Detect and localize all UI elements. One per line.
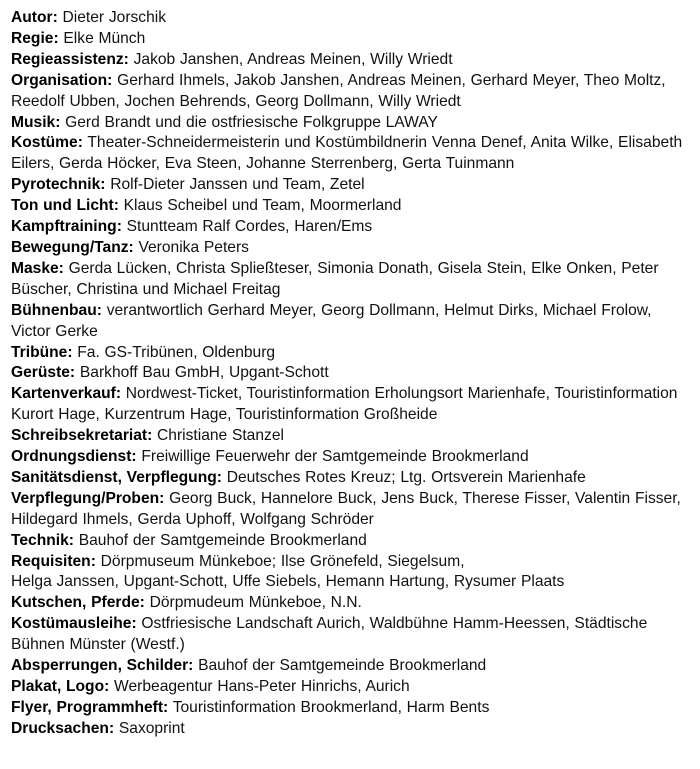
credit-names: Bauhof der Samtgemeinde Brookmerland: [198, 657, 487, 675]
credit-entry: [11, 301, 694, 343]
credit-entry: [11, 468, 694, 489]
credit-entry: [11, 447, 694, 468]
credit-entry: [11, 50, 694, 71]
credit-role: Bewegung/Tanz:: [11, 238, 134, 256]
credit-entry: [11, 698, 694, 719]
credit-entry: [11, 196, 694, 217]
credit-names: Theater-Schneidermeisterin und Kostümbildnerin Venna Denef, Anita Wilke, Elisabeth Eilers, Gerda Höcker, Eva Steen, Johanne Sterrenberg, Gerta Tuinmann: [11, 134, 683, 173]
credit-entry: [11, 217, 694, 238]
credit-names: Saxoprint: [118, 719, 185, 737]
credit-names: Jakob Janshen, Andreas Meinen, Willy Wriedt: [133, 50, 453, 68]
credit-role: Plakat, Logo:: [11, 678, 110, 695]
credit-role: Bühnenbau:: [11, 301, 102, 319]
credit-names: Klaus Scheibel und Team, Moormerland: [123, 197, 402, 215]
credit-role: Ton und Licht:: [11, 197, 119, 215]
credit-names: Rolf-Dieter Janssen und Team, Zetel: [110, 176, 365, 194]
credit-role: Flyer, Programmheft:: [11, 698, 169, 716]
credit-entry: [11, 677, 694, 698]
credit-names: Elke Münch: [63, 29, 146, 47]
credit-names: Dieter Jorschik: [62, 9, 167, 26]
credit-entry: [11, 71, 694, 113]
credit-names: Georg Buck, Hannelore Buck, Jens Buck, Therese Fisser, Valentin Fisser, Hildegard Ihmels, Gerda Uphoff, Wolfgang Schröder: [11, 489, 681, 528]
credit-entry: [11, 133, 694, 175]
credit-role: Verpflegung/Proben:: [11, 489, 165, 507]
credit-names: Freiwillige Feuerwehr der Samtgemeinde Brookmerland: [141, 448, 529, 466]
credit-names: Ostfriesische Landschaft Aurich, Waldbühne Hamm-Heessen, Städtische Bühnen Münster (Westf.): [11, 615, 648, 654]
credit-names: Dörpmuseum Münkeboe; Ilse Grönefeld, Siegelsum, Helga Janssen, Upgant-Schott, Uffe Siebels, Hemann Hartung, Rysumer Plaats: [11, 552, 565, 591]
credit-entry: [11, 489, 694, 531]
credit-names: Touristinformation Brookmerland, Harm Bents: [172, 698, 490, 716]
credit-role: Schreibsekretariat:: [11, 427, 153, 445]
credit-entry: [11, 593, 694, 614]
credit-names: Deutsches Rotes Kreuz; Ltg. Ortsverein Marienhafe: [226, 468, 586, 486]
credit-role: Kampftraining:: [11, 218, 122, 236]
credit-names: Stuntteam Ralf Cordes, Haren/Ems: [126, 218, 373, 236]
credit-entry: [11, 719, 694, 740]
credit-entry: [11, 363, 694, 384]
credit-entry: [11, 259, 694, 301]
credit-role: Autor:: [11, 9, 58, 26]
credit-entry: [11, 175, 694, 196]
credit-role: Maske:: [11, 259, 64, 277]
credit-names: Gerhard Ihmels, Jakob Janshen, Andreas Meinen, Gerhard Meyer, Theo Moltz, Reedolf Ubben, Jochen Behrends, Georg Dollmann, Willy Wriedt: [11, 71, 666, 110]
credit-role: Regie:: [11, 29, 59, 47]
credit-names: Gerda Lücken, Christa Spließteser, Simonia Donath, Gisela Stein, Elke Onken, Peter Büscher, Christina und Michael Freitag: [11, 259, 659, 298]
credit-role: Pyrotechnik:: [11, 176, 106, 194]
credit-names: Werbeagentur Hans-Peter Hinrichs, Aurich: [114, 678, 410, 695]
credit-role: Technik:: [11, 531, 74, 549]
credit-entry: [11, 426, 694, 447]
credit-entry: [11, 8, 694, 29]
credit-names: Barkhoff Bau GmbH, Upgant-Schott: [79, 364, 329, 382]
credit-role: Absperrungen, Schilder:: [11, 657, 194, 675]
credit-entry: [11, 29, 694, 50]
credit-names: Nordwest-Ticket, Touristinformation Erholungsort Marienhafe, Touristinformation Kurort Hage, Kurzentrum Hage, Touristinformation Großheide: [11, 385, 678, 424]
credit-entry: [11, 238, 694, 259]
credit-names: Christiane Stanzel: [157, 427, 284, 445]
credit-entry: [11, 531, 694, 552]
credit-names: Dörpmudeum Münkeboe, N.N.: [149, 594, 362, 612]
credit-names: Gerd Brandt und die ostfriesische Folkgruppe LAWAY: [65, 113, 438, 131]
credit-entry: [11, 384, 694, 426]
credit-role: Gerüste:: [11, 364, 76, 382]
credit-names: verantwortlich Gerhard Meyer, Georg Dollmann, Helmut Dirks, Michael Frolow, Victor Gerke: [11, 301, 652, 340]
credit-entry: [11, 552, 694, 594]
credit-entry: [11, 656, 694, 677]
credit-role: Drucksachen:: [11, 719, 115, 737]
credit-role: Regieassistenz:: [11, 50, 129, 68]
credit-names: Veronika Peters: [138, 238, 249, 256]
credit-entry: [11, 113, 694, 134]
credit-role: Ordnungsdienst:: [11, 448, 137, 466]
credit-role: Kostüme:: [11, 134, 83, 152]
credit-role: Kutschen, Pferde:: [11, 594, 145, 612]
credit-names: Bauhof der Samtgemeinde Brookmerland: [78, 531, 367, 549]
credit-role: Sanitätsdienst, Verpflegung:: [11, 468, 222, 486]
credit-role: Requisiten:: [11, 552, 96, 570]
credit-entry: [11, 343, 694, 364]
credit-role: Musik:: [11, 113, 61, 131]
credit-role: Organisation:: [11, 71, 113, 89]
credit-role: Kartenverkauf:: [11, 385, 122, 403]
credit-names: Fa. GS-Tribünen, Oldenburg: [77, 343, 276, 361]
credit-role: Tribüne:: [11, 343, 73, 361]
credit-entry: [11, 614, 694, 656]
credit-role: Kostümausleihe:: [11, 615, 137, 633]
